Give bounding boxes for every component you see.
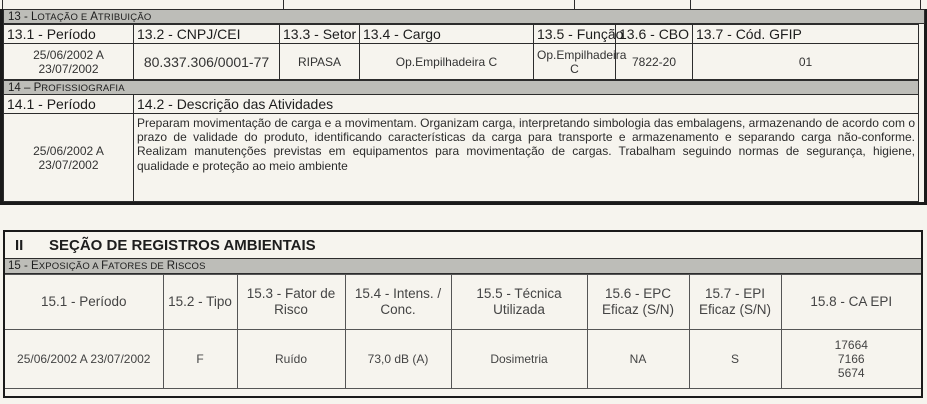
header-cnpj: 13.2 - CNPJ/CEI [134,25,280,44]
header-15-tipo: 15.2 - Tipo [163,275,237,330]
ca-epi-number: 7166 [837,352,865,366]
section-13-table [3,9,925,24]
value-15-tecnica: Dosimetria [451,330,587,389]
lotacao-profissiografia-block [0,9,927,205]
value-cnpj: 80.337.306/0001-77 [134,44,280,80]
header-15-tecnica: 15.5 - Técnica Utilizada [451,275,587,330]
value-funcao: Op.Empilhadeira C [534,44,616,80]
value-15-fator: Ruído [237,330,345,389]
value-15-intensidade: 73,0 dB (A) [345,330,451,389]
header-15-intensidade: 15.4 - Intens. / Conc. [345,275,451,330]
header-15-periodo: 15.1 - Período [5,275,163,330]
header-15-epi: 15.7 - EPI Eficaz (S/N) [689,275,781,330]
value-cargo: Op.Empilhadeira C [360,44,534,80]
header-15-ca-epi: 15.8 - CA EPI [781,275,921,330]
section-ii-heading [5,232,921,258]
header-14-descricao: 14.2 - Descrição das Atividades [134,95,919,114]
header-periodo: 13.1 - Período [4,25,134,44]
value-15-periodo: 25/06/2002 A 23/07/2002 [5,330,163,389]
section-14-table [3,80,919,202]
header-funcao: 13.5 - Função [534,25,616,44]
section-14-title: 14 – PROFISSIOGRAFIA [4,81,919,95]
section-ii-title: SEÇÃO DE REGISTROS AMBIENTAIS [49,236,316,254]
activity-description: Preparam movimentação de carga e a movimentam. Organizam carga, interpretando simbologia das embalagens, armazenando de acordo com o prazo de validade do produto, identificando características da carga para transporte e armazenamento e separando carga não-conforme. Realizam manutenções previstas em equipamentos para movimentação de cargas. Trabalham seguindo normas de segurança, higiene, qualidade e proteção ao meio ambiente [134,114,919,202]
section-15-title: 15 - EXPOSIÇÃO A FATORES DE RISCOS [5,258,921,274]
value-setor: RIPASA [280,44,360,80]
value-15-epi: S [689,330,781,389]
ca-epi-number: 5674 [837,366,865,380]
value-15-tipo: F [163,330,237,389]
section-13-grid [3,24,919,80]
value-15-epc: NA [587,330,689,389]
value-gfip: 01 [693,44,919,80]
header-setor: 13.3 - Setor [280,25,360,44]
previous-section-remnant [0,0,924,9]
section-15-table [5,274,921,389]
value-14-periodo: 25/06/2002 A 23/07/2002 [4,114,134,202]
section-13-title: 13 - LOTAÇÃO E ATRIBUIÇÃO [4,10,925,24]
header-15-epc: 15.6 - EPC Eficaz (S/N) [587,275,689,330]
ca-epi-number: 17664 [834,338,868,352]
section-ii-number: II [15,236,24,254]
header-15-fator: 15.3 - Fator de Risco [237,275,345,330]
header-cargo: 13.4 - Cargo [360,25,534,44]
value-cbo: 7822-20 [616,44,693,80]
header-gfip: 13.7 - Cód. GFIP [693,25,919,44]
value-15-ca-epi [781,330,921,389]
value-periodo: 25/06/2002 A 23/07/2002 [4,44,134,80]
registros-ambientais-section [3,230,923,398]
header-14-periodo: 14.1 - Período [4,95,134,114]
header-cbo: 13.6 - CBO [616,25,693,44]
